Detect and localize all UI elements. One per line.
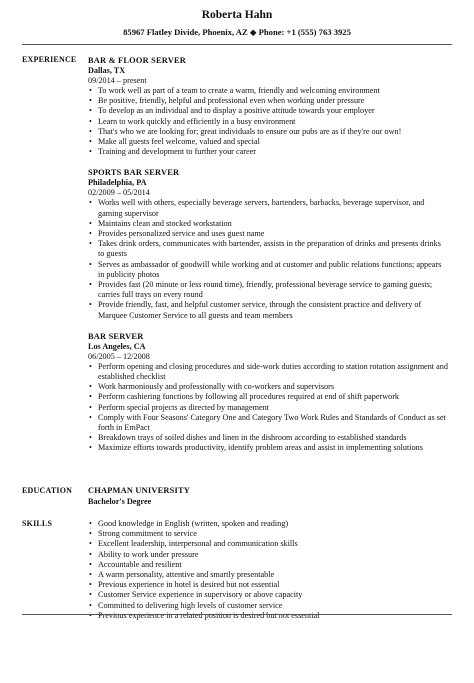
skill-item: • Previous experience in a related position is desired but not essential (88, 611, 448, 621)
job-title: SPORTS BAR SERVER (88, 168, 180, 178)
candidate-name: Roberta Hahn (201, 9, 273, 21)
job-dates: 09/2014 – present (88, 76, 147, 85)
skill-item: • Previous experience in hotel is desired but not essential (88, 580, 448, 590)
skill-item: • Excellent leadership, interpersonal and communication skills (88, 539, 448, 549)
school-name: CHAPMAN UNIVERSITY (88, 486, 191, 495)
duty-item: • Provides personalized service and uses guest name (88, 229, 448, 239)
experience-label: EXPERIENCE (22, 55, 77, 64)
job-entry (88, 331, 448, 454)
job-location: Philadelphia, PA (88, 178, 147, 188)
education-label: EDUCATION (22, 486, 73, 495)
skill-item: • A warm personality, attentive and smartly presentable (88, 570, 448, 580)
job-duties (88, 198, 448, 320)
duty-item: • Work harmoniously and professionally with co-workers and supervisors (88, 382, 448, 392)
skill-item: • Customer Service experience in supervisory or above capacity (88, 590, 448, 600)
duty-item: • Serves as ambassador of goodwill while working and at customer and public relations functions; appears in publicity photos (88, 260, 448, 280)
duty-item: • Breakdown trays of soiled dishes and linen in the dishroom according to established standards (88, 433, 448, 443)
job-dates: 06/2005 – 12/2008 (88, 351, 150, 361)
job-entry (88, 55, 448, 157)
duty-item: • Perform cashiering functions by following all procedures required at end of shift paperwork (88, 392, 448, 402)
duty-item: • Perform special projects as directed by management (88, 403, 448, 413)
contact-line: 85967 Flatley Divide, Phoenix, AZ ◆ Phone: +1 (555) 763 3925 (123, 27, 351, 37)
duty-item: • Maintains clean and stocked workstation (88, 219, 448, 229)
duty-item: • Provide friendly, fast, and helpful customer service, through the consistent practice and delivery of Marquee Customer Service to all guests and team members (88, 300, 448, 320)
skills-list (88, 519, 448, 621)
duty-item: • Maximize efforts towards productivity, identify problem areas and assist in implementing solutions (88, 443, 448, 453)
experience-body (88, 55, 448, 464)
skill-item: • Strong commitment to service (88, 529, 448, 539)
header-divider (22, 44, 452, 45)
duty-item: • To work well as part of a team to create a warm, friendly and welcoming environment (88, 86, 448, 96)
duty-item: • Learn to work quickly and efficiently in a busy environment (88, 117, 448, 127)
skill-item: • Good knowledge in English (written, spoken and reading) (88, 519, 448, 529)
skill-item: • Committed to delivering high levels of customer service (88, 601, 448, 611)
duty-item: • Works well with others, especially beverage servers, bartenders, barbacks, beverage supervisor, and gaming supervisor (88, 198, 448, 218)
skill-item: • Ability to work under pressure (88, 550, 448, 560)
job-location: Los Angeles, CA (88, 341, 146, 351)
duty-item: • Takes drink orders, communicates with bartender, assists in the preparation of drinks and presents drinks to guests (88, 239, 448, 259)
footer-divider (22, 614, 452, 615)
job-location: Dallas, TX (88, 66, 126, 75)
duty-item: • Training and development to further your career (88, 147, 448, 157)
job-duties (88, 86, 448, 157)
skill-item: • Accountable and resilient (88, 560, 448, 570)
duty-item: • Provides fast (20 minute or less round time), friendly, professional beverage service to gaming guests; carries full trays on every round (88, 280, 448, 300)
duty-item: • That's who we are looking for; great individuals to ensure our pubs are as if they're our own! (88, 127, 448, 137)
duty-item: • Make all guests feel welcome, valued and special (88, 137, 448, 147)
duty-item: • Comply with Four Seasons' Category One and Category Two Work Rules and Standards of Conduct as set forth in EmPact (88, 413, 448, 433)
education-body (88, 486, 448, 507)
job-dates: 02/2009 – 05/2014 (88, 188, 150, 198)
skills-body (88, 519, 448, 621)
job-title: BAR SERVER (88, 331, 144, 341)
duty-item: • To develop as an individual and to display a positive attitude towards your employer (88, 106, 448, 116)
job-title: BAR & FLOOR SERVER (88, 56, 186, 65)
degree: Bachelor's Degree (88, 496, 152, 506)
job-entry (88, 167, 448, 320)
skills-label: SKILLS (22, 519, 53, 528)
duty-item: • Be positive, friendly, helpful and professional even when working under pressure (88, 96, 448, 106)
job-duties (88, 362, 448, 454)
duty-item: • Perform opening and closing procedures and side-work duties according to station rotation assignment and established checklist (88, 362, 448, 382)
